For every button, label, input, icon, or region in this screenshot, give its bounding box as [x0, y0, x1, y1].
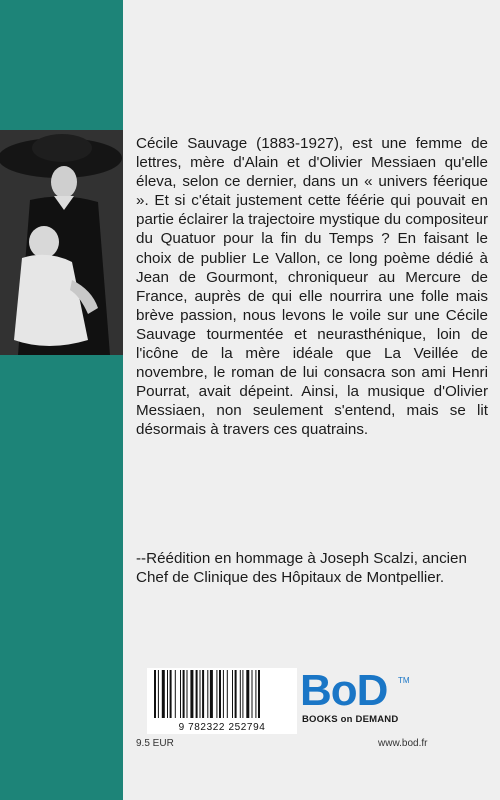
barcode	[147, 668, 297, 734]
publisher-website: www.bod.fr	[378, 738, 428, 749]
isbn-number: 9 782322 252794	[178, 722, 266, 733]
teal-side-band	[0, 0, 123, 800]
barcode-bars	[152, 670, 292, 720]
dedication-note: --Réédition en hommage à Joseph Scalzi, ancien Chef de Clinique des Hôpitaux de Montpellier.	[136, 550, 467, 587]
publisher-logo-text: BoD	[300, 666, 388, 715]
trademark-mark: TM	[398, 676, 410, 685]
price-label: 9.5 EUR	[136, 738, 174, 749]
back-cover-blurb: Cécile Sauvage (1883-1927), est une femme de lettres, mère d'Alain et d'Olivier Messiaen qu'elle éleva, selon ce dernier, dans un « univers féerique ». Et si c'était justement cette féérie qui pouvait en partie éclairer la trajectoire mystique du compositeur du Quatuor pour la fin du Temps ? En faisant le choix de publier Le Vallon, ce long poème dédié à Jean de Gourmont, chroniqueur au Mercure de France, auprès de qui elle nourrira une folle mais brève passion, nous levons le voile sur une Cécile Sauvage tourmentée et neurasthénique, loin de l'icône de la mère idéale que La Veillée de novembre, le roman de lui consacra son ami Henri Pourrat, avait dépeint. Ainsi, la musique d'Olivier Messiaen, non seulement s'entend, mais se lit désormais à travers ces quatrains.	[136, 135, 488, 439]
vintage-photo	[0, 130, 123, 355]
publisher-tagline: BOOKS on DEMAND	[302, 714, 399, 725]
publisher-logo	[300, 666, 420, 728]
vintage-photo-icon	[0, 130, 123, 355]
